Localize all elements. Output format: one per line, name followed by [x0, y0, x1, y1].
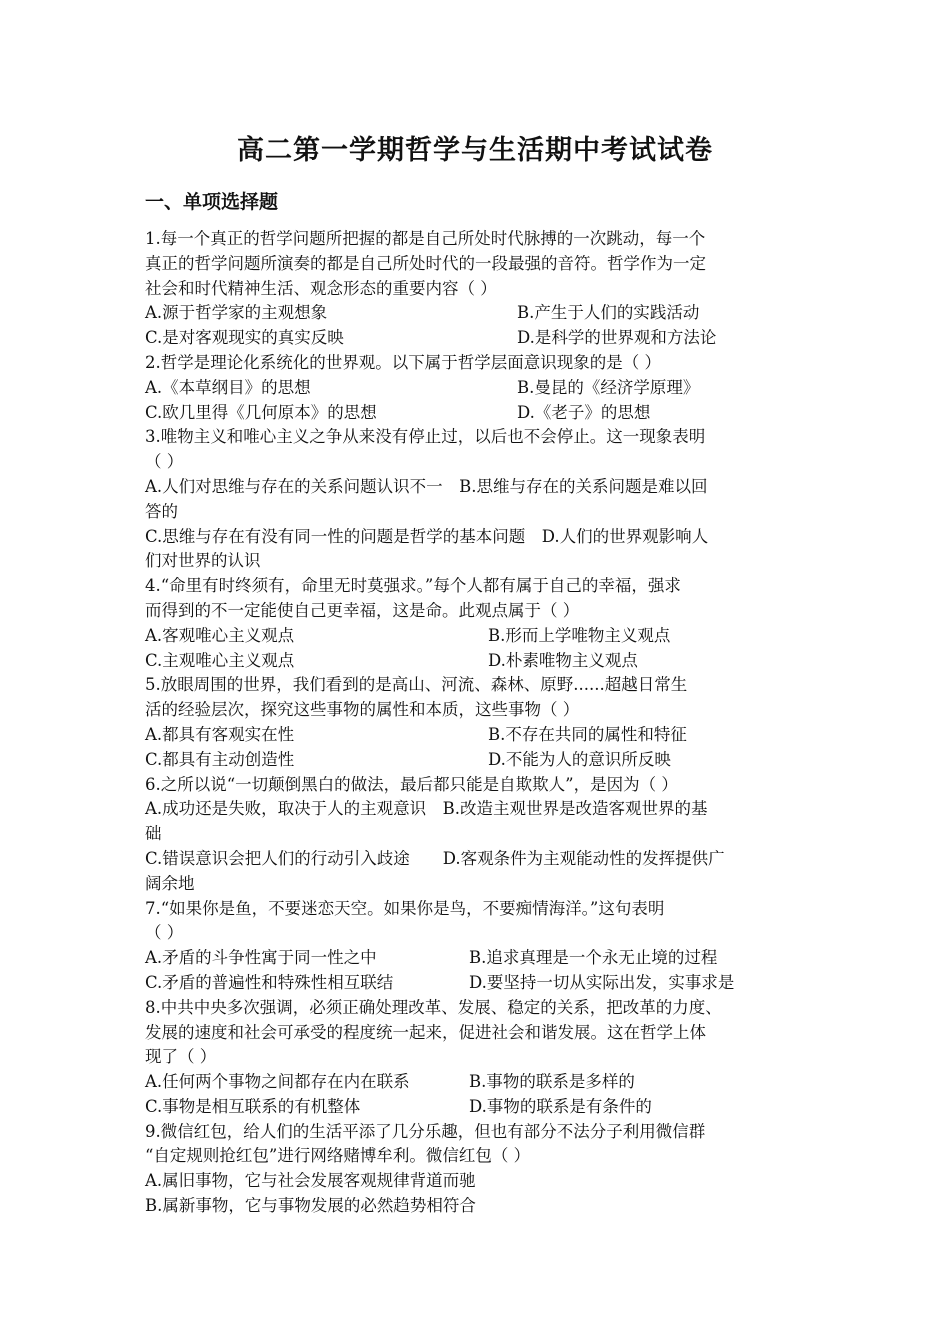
option-b[interactable]: B.产生于人们的实践活动 — [517, 303, 700, 323]
option-row — [145, 649, 815, 674]
option-line-cd[interactable]: C.错误意识会把人们的行动引入歧途 D.客观条件为主观能动性的发挥提供广 — [145, 848, 725, 868]
question-stem-line: 8.中共中央多次强调，必须正确处理改革、发展、稳定的关系，把改革的力度、 — [145, 997, 722, 1017]
question-stem-line: 9.微信红包，给人们的生活平添了几分乐趣，但也有部分不法分子利用微信群 — [145, 1121, 706, 1141]
exam-title: 高二第一学期哲学与生活期中考试试卷 — [237, 135, 713, 166]
option-row — [145, 1095, 815, 1120]
option-d[interactable]: D.事物的联系是有条件的 — [469, 1096, 652, 1116]
option-line-continued: 阔余地 — [145, 873, 195, 893]
option-d[interactable]: D.要坚持一切从实际出发，实事求是 — [469, 972, 735, 992]
option-row — [145, 376, 815, 401]
question-stem-line: 社会和时代精神生活、观念形态的重要内容（ ） — [145, 278, 497, 298]
question-stem-line: 真正的哲学问题所演奏的都是自己所处时代的一段最强的音符。哲学作为一定 — [145, 253, 706, 273]
option-row — [145, 401, 815, 426]
option-c[interactable]: C.主观唯心主义观点 — [145, 650, 295, 670]
question-stem-line: 发展的速度和社会可承受的程度统一起来，促进社会和谐发展。这在哲学上体 — [145, 1022, 706, 1042]
option-a[interactable]: A.都具有客观实在性 — [145, 724, 295, 744]
question-stem-line: （ ） — [145, 452, 184, 472]
question-stem-line: 活的经验层次，探究这些事物的属性和本质，这些事物（ ） — [145, 700, 580, 720]
question-7 — [145, 897, 815, 996]
option-c[interactable]: C.矛盾的普遍性和特殊性相互联结 — [145, 972, 394, 992]
option-row — [145, 624, 815, 649]
question-1 — [145, 227, 815, 351]
option-b[interactable]: B.属新事物，它与事物发展的必然趋势相符合 — [145, 1196, 476, 1216]
question-stem-line: （ ） — [145, 923, 184, 943]
question-3 — [145, 425, 815, 574]
question-stem-line: 6.之所以说“一切颠倒黑白的做法，最后都只能是自欺欺人”，是因为（ ） — [145, 774, 678, 794]
question-2 — [145, 351, 815, 425]
option-c[interactable]: C.事物是相互联系的有机整体 — [145, 1096, 361, 1116]
option-line-continued: 答的 — [145, 501, 178, 521]
question-stem-line: 1.每一个真正的哲学问题所把握的都是自己所处时代脉搏的一次跳动，每一个 — [145, 229, 706, 248]
option-row — [145, 723, 815, 748]
option-row — [145, 326, 815, 351]
option-row — [145, 748, 815, 773]
option-b[interactable]: B.不存在共同的属性和特征 — [488, 724, 687, 744]
option-line-ab[interactable]: A.人们对思维与存在的关系问题认识不一 B.思维与存在的关系问题是难以回 — [145, 476, 708, 496]
question-stem-line: “自定规则抢红包”进行网络赌博牟利。微信红包（ ） — [145, 1146, 531, 1166]
question-stem-line: 7.“如果你是鱼，不要迷恋天空。如果你是鸟，不要痴情海洋。”这句表明 — [145, 898, 665, 918]
question-5 — [145, 673, 815, 772]
question-stem-line: 2.哲学是理论化系统化的世界观。以下属于哲学层面意识现象的是（ ） — [145, 352, 661, 372]
question-8 — [145, 996, 815, 1120]
option-a[interactable]: A.客观唯心主义观点 — [145, 625, 295, 645]
option-line-cd[interactable]: C.思维与存在有没有同一性的问题是哲学的基本问题 D.人们的世界观影响人 — [145, 526, 709, 546]
question-list — [145, 227, 815, 1219]
option-line-ab[interactable]: A.成功还是失败，取决于人的主观意识 B.改造主观世界是改造客观世界的基 — [145, 799, 708, 819]
option-a[interactable]: A.源于哲学家的主观想象 — [145, 303, 328, 323]
option-d[interactable]: D.不能为人的意识所反映 — [488, 749, 671, 769]
option-row — [145, 946, 815, 971]
question-stem-line: 5.放眼周围的世界，我们看到的是高山、河流、森林、原野......超越日常生 — [145, 675, 688, 695]
question-stem-line: 3.唯物主义和唯心主义之争从来没有停止过，以后也不会停止。这一现象表明 — [145, 427, 706, 447]
option-c[interactable]: C.都具有主动创造性 — [145, 749, 295, 769]
option-line-continued: 们对世界的认识 — [145, 551, 261, 571]
option-d[interactable]: D.《老子》的思想 — [517, 402, 651, 422]
option-row — [145, 301, 815, 326]
question-stem-line: 4.“命里有时终须有，命里无时莫强求。”每个人都有属于自己的幸福，强求 — [145, 576, 681, 596]
option-a[interactable]: A.《本草纲目》的思想 — [145, 377, 311, 397]
option-line-continued: 础 — [145, 824, 162, 844]
option-a[interactable]: A.属旧事物，它与社会发展客观规律背道而驰 — [145, 1171, 476, 1191]
section-heading: 一、单项选择题 — [145, 191, 279, 213]
question-6 — [145, 773, 815, 897]
option-d[interactable]: D.是科学的世界观和方法论 — [517, 328, 717, 348]
option-b[interactable]: B.事物的联系是多样的 — [469, 1072, 635, 1092]
option-d[interactable]: D.朴素唯物主义观点 — [488, 650, 638, 670]
option-row — [145, 1070, 815, 1095]
question-stem-line: 现了（ ） — [145, 1047, 217, 1067]
option-b[interactable]: B.形而上学唯物主义观点 — [488, 625, 671, 645]
option-c[interactable]: C.欧几里得《几何原本》的思想 — [145, 402, 377, 422]
question-4 — [145, 574, 815, 673]
option-a[interactable]: A.任何两个事物之间都存在内在联系 — [145, 1072, 410, 1092]
option-b[interactable]: B.曼昆的《经济学原理》 — [517, 377, 700, 397]
option-a[interactable]: A.矛盾的斗争性寓于同一性之中 — [145, 948, 377, 968]
option-c[interactable]: C.是对客观现实的真实反映 — [145, 328, 344, 348]
option-b[interactable]: B.追求真理是一个永无止境的过程 — [469, 948, 718, 968]
option-row — [145, 971, 815, 996]
question-9 — [145, 1120, 815, 1219]
question-stem-line: 而得到的不一定能使自己更幸福，这是命。此观点属于（ ） — [145, 600, 580, 620]
